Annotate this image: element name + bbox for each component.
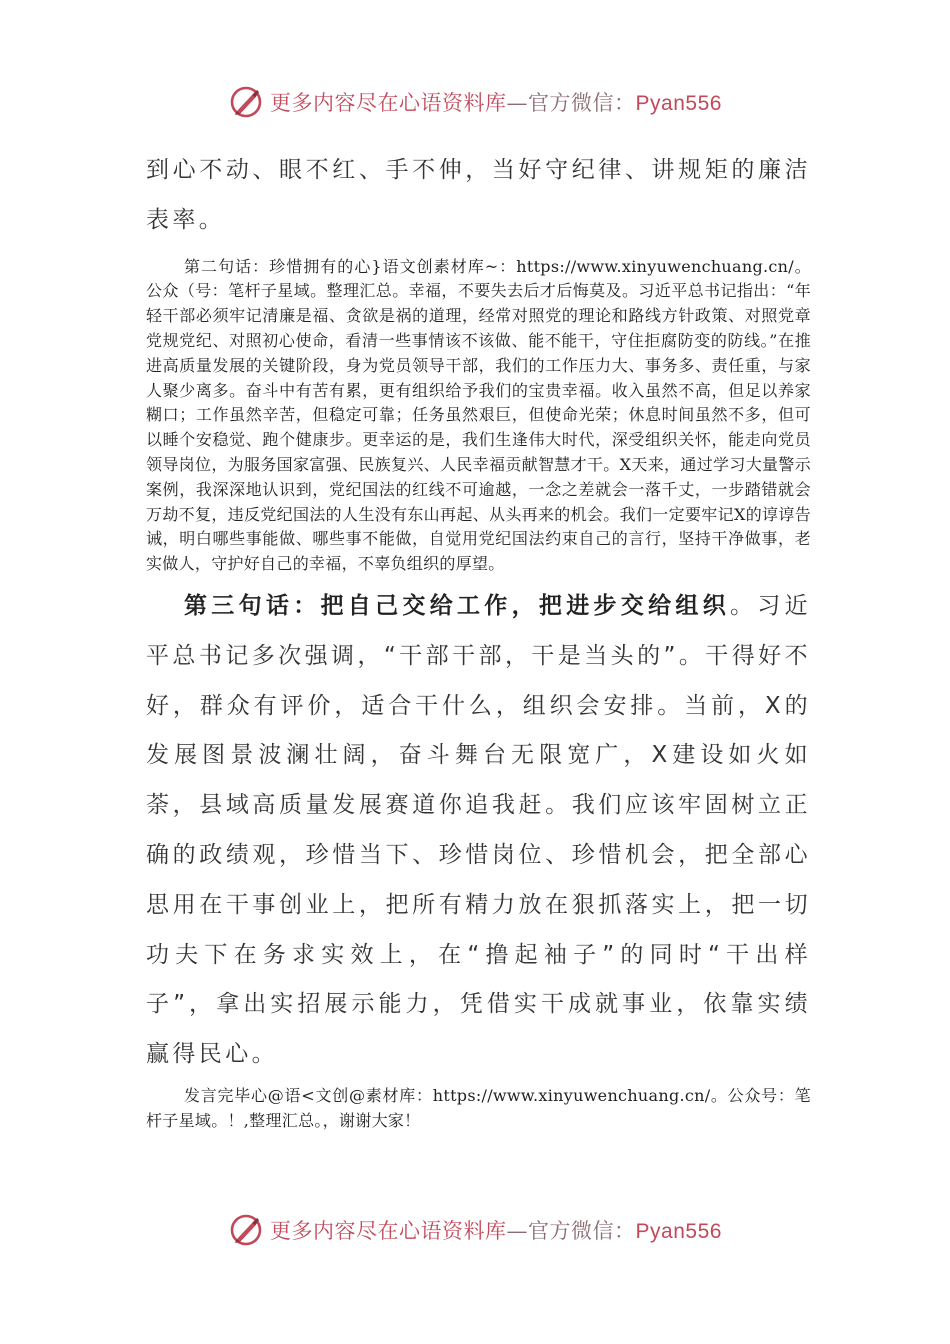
watermark-text: [270, 87, 722, 117]
document-body: [146, 146, 811, 1134]
header-watermark-banner: [0, 80, 950, 124]
watermark-text: [270, 1215, 722, 1245]
watermark-brand: 更多内容尽在心语资料库: [270, 91, 507, 115]
paragraph-1: 到心不动、眼不红、手不伸，当好守纪律、讲规矩的廉洁表率。: [146, 157, 811, 233]
watermark-wechat-id: Pyan556: [635, 1220, 722, 1243]
pen-logo-icon: [228, 1212, 264, 1248]
pen-logo-icon: [228, 84, 264, 120]
watermark-contact-label: 官方微信：: [528, 1219, 636, 1243]
footer-watermark-banner: [0, 1208, 950, 1252]
paragraph-3-heading: 第三句话：把自己交给工作，把进步交给组织: [184, 592, 730, 619]
watermark-contact-label: 官方微信：: [528, 91, 636, 115]
paragraph-3-body: 。习近平总书记多次强调，“干部干部，干是当头的”。干得好不好，群众有评价，适合干什么，组织会安排。当前，X的发展图景波澜壮阔，奋斗舞台无限宽广，X建设如火如荼，县域高质量发展赛道你追我赶。我们应该牢固树立正确的政绩观，珍惜当下、珍惜岗位、珍惜机会，把全部心思用在干事创业上，把所有精力放在狠抓落实上，把一切功夫下在务求实效上，在“撸起袖子”的同时“干出样子”，拿出实招展示能力，凭借实干成就事业，依靠实绩赢得民心。: [146, 592, 811, 1068]
paragraph-4: 发言完毕心@语<文创@素材库：https://www.xinyuwenchuang.cn/。公众号：笔杆子星域。！,整理汇总。，谢谢大家！: [146, 1085, 811, 1130]
watermark-dash: —: [506, 91, 529, 115]
paragraph-3: [146, 582, 811, 1080]
watermark-wechat-id: Pyan556: [635, 92, 722, 115]
watermark-dash: —: [506, 1219, 529, 1243]
watermark-brand: 更多内容尽在心语资料库: [270, 1219, 507, 1243]
paragraph-2: 第二句话：珍惜拥有的心}语文创素材库~：https://www.xinyuwenchuang.cn/。公众（号：笔杆子星域。整理汇总。幸福，不要失去后才后悔莫及。习近平总书记指出：“年轻干部必须牢记清廉是福、贪欲是祸的道理，经常对照党的理论和路线方针政策、对照党章党规党纪、对照初心使命，看清一些事情该不该做、能不能干，守住拒腐防变的防线。”在推进高质量发展的关键阶段，身为党员领导干部，我们的工作压力大、事务多、责任重，与家人聚少离多。奋斗中有苦有累，更有组织给予我们的宝贵幸福。收入虽然不高，但足以养家糊口；工作虽然辛苦，但稳定可靠；任务虽然艰巨，但使命光荣；休息时间虽然不多，但可以睡个安稳觉、跑个健康步。更幸运的是，我们生逢伟大时代，深受组织关怀，能走向党员领导岗位，为服务国家富强、民族复兴、人民幸福贡献智慧才干。X天来，通过学习大量警示案例，我深深地认识到，党纪国法的红线不可逾越，一念之差就会一落千丈，一步踏错就会万劫不复，违反党纪国法的人生没有东山再起、从头再来的机会。我们一定要牢记X的谆谆告诫，明白哪些事能做、哪些事不能做，自觉用党纪国法约束自己的言行，坚持干净做事，老实做人，守护好自己的幸福，不辜负组织的厚望。: [146, 256, 811, 574]
